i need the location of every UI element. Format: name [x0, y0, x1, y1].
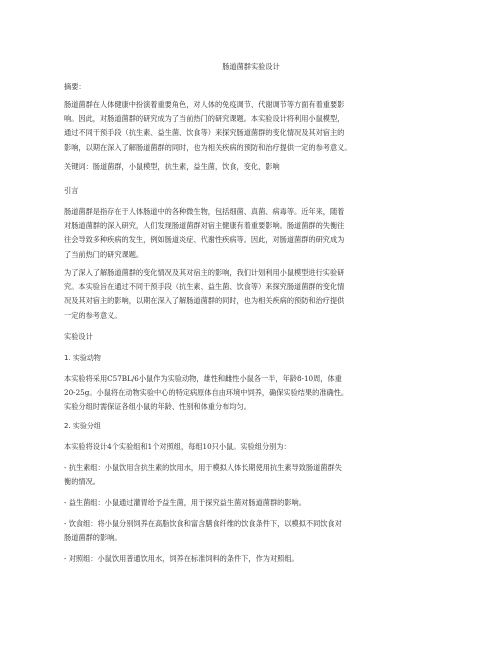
text-line: 20-25g。小鼠将在动物实验中心的特定病原体自由环境中饲养，确保实验结果的准确性。 — [64, 388, 349, 398]
text-line: 本实验将采用C57BL/6小鼠作为实验动物，雄性和雌性小鼠各一半，年龄8-10周，体重 — [64, 374, 342, 383]
text-line: - 益生菌组：小鼠通过灌胃给予益生菌，用于探究益生菌对肠道菌群的影响。 — [64, 498, 306, 507]
section-2-intro: 本实验将设计4个实验组和1个对照组，每组10只小鼠。实验组分别为： — [64, 442, 291, 451]
intro-paragraph-1 — [64, 205, 444, 262]
text-line: 肠道菌群在人体健康中扮演着重要角色，对人体的免疫调节、代谢调节等方面有着重要影 — [64, 100, 345, 109]
text-line: - 抗生素组：小鼠饮用含抗生素的饮用水，用于模拟人体长期使用抗生素导致肠道菌群失 — [64, 463, 342, 472]
text-line: 实验分组时需保证各组小鼠的年龄、性别和体重分布均匀。 — [64, 402, 251, 412]
section-2-heading: 2. 实验分组 — [64, 422, 101, 430]
section-1-body — [64, 372, 444, 415]
text-line: 通过不同干预手段（抗生素、益生菌、饮食等）来探究肠道菌群的变化情况及其对宿主的 — [64, 128, 345, 138]
design-heading: 实验设计 — [64, 332, 93, 341]
group-item-antibiotic — [64, 461, 444, 489]
abstract-heading: 摘要： — [64, 82, 86, 91]
text-line: 肠道菌群是指存在于人体肠道中的各种微生物，包括细菌、真菌、病毒等。近年来，随着 — [64, 207, 345, 216]
text-line: 究。本实验旨在通过不同干预手段（抗生素、益生菌、饮食等）来探究肠道菌群的变化情 — [64, 282, 345, 292]
text-line: 为了深入了解肠道菌群的变化情况及其对宿主的影响，我们计划利用小鼠模型进行实验研 — [64, 268, 345, 277]
text-line: 况及其对宿主的影响，以期在深入了解肠道菌群的同时，也为相关疾病的预防和治疗提供 — [64, 296, 345, 306]
intro-paragraph-2 — [64, 266, 444, 323]
intro-heading: 引言 — [64, 186, 79, 195]
text-line: 对肠道菌群的深入研究，人们发现肠道菌群对宿主健康有着重要影响。肠道菌群的失衡往 — [64, 221, 345, 231]
abstract-body — [64, 98, 444, 155]
group-item-diet — [64, 517, 444, 545]
text-line: - 饮食组：将小鼠分别饲养在高脂饮食和富含膳食纤维的饮食条件下，以模拟不同饮食对 — [64, 519, 342, 528]
text-line: 响。因此，对肠道菌群的研究成为了当前热门的研究课题。本实验设计将利用小鼠模型， — [64, 114, 345, 124]
text-line: 往会导致多种疾病的发生，例如肠道炎症、代谢性疾病等。因此，对肠道菌群的研究成为 — [64, 235, 345, 245]
text-line: 了当前热门的研究课题。 — [64, 249, 144, 259]
group-item-probiotic — [64, 496, 444, 510]
text-line: - 对照组：小鼠饮用普通饮用水，饲养在标准饲料的条件下，作为对照组。 — [64, 554, 299, 563]
group-item-control — [64, 552, 444, 566]
section-1-heading: 1. 实验动物 — [64, 354, 101, 362]
keywords: 关键词：肠道菌群，小鼠模型，抗生素，益生菌，饮食，变化，影响 — [64, 162, 280, 171]
document-title: 肠道菌群实验设计 — [222, 62, 280, 71]
text-line: 肠道菌群的影响。 — [64, 533, 122, 543]
text-line: 影响，以期在深入了解肠道菌群的同时，也为相关疾病的预防和治疗提供一定的参考意义。 — [64, 142, 352, 152]
text-line: 一定的参考意义。 — [64, 310, 122, 320]
text-line: 衡的情况。 — [64, 477, 100, 487]
